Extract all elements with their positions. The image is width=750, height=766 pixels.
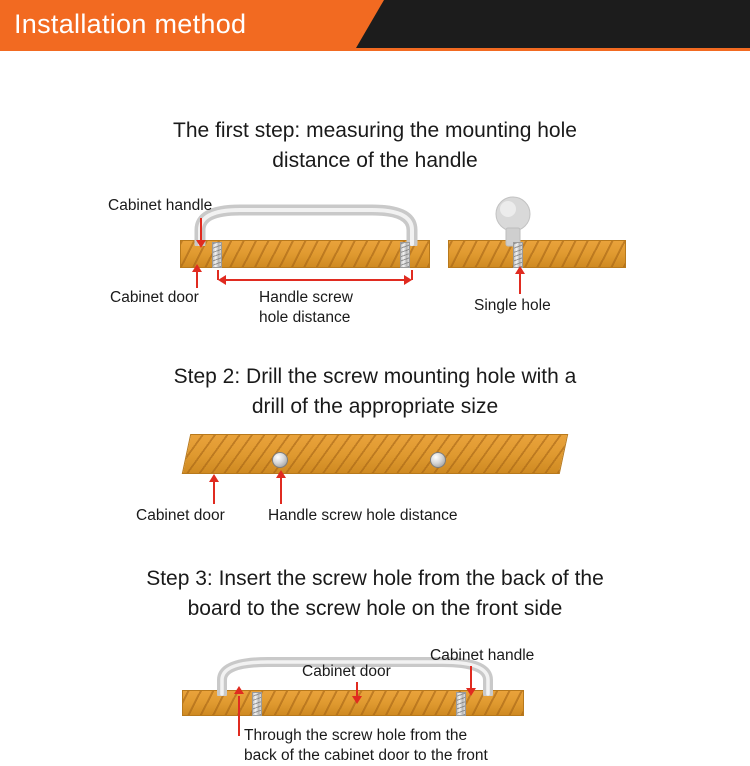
- measure-tick-left-step1: [217, 270, 219, 280]
- cabinet-door-board-step2: [182, 434, 569, 474]
- leader-single-hole: [519, 272, 521, 294]
- cabinet-door-board-step2-wrap: [182, 434, 569, 474]
- header-orange-arrow-tail: [356, 0, 384, 48]
- leader-cabinet-handle-step1: [200, 218, 202, 242]
- leader-arrow-cabinet-door-step3: [352, 696, 362, 704]
- header-banner: [0, 0, 750, 48]
- step-1-heading-line1: The first step: measuring the mounting hole: [173, 119, 577, 142]
- step-2-heading-line2: drill of the appropriate size: [251, 395, 499, 418]
- screw-right-step3: [456, 692, 466, 716]
- label-through-screw-hole-note: [244, 726, 574, 766]
- label-single-hole: Single hole: [474, 297, 551, 314]
- leader-arrow-cabinet-handle-step1: [196, 240, 206, 248]
- label-hshd-line2-step1: hole distance: [259, 309, 351, 326]
- single-hole-knob: [486, 196, 540, 248]
- leader-arrow-cabinet-door-step2: [209, 474, 219, 482]
- leader-arrow-through-note: [234, 686, 244, 694]
- leader-through-note: [238, 696, 240, 736]
- cabinet-handle-arch-step1: [188, 204, 424, 246]
- drill-hole-left-step2: [272, 452, 288, 468]
- step-3-heading-line2: board to the screw hole on the front side: [187, 597, 563, 620]
- measure-tick-right-step1: [411, 270, 413, 280]
- leader-hshd-step2: [280, 476, 282, 504]
- label-cabinet-handle-step1: Cabinet handle: [108, 197, 213, 214]
- screw-left-step3: [252, 692, 262, 716]
- screw-single-hole: [513, 242, 523, 268]
- step-3-heading: [0, 564, 750, 624]
- step-3-heading-line1: Step 3: Insert the screw hole from the back of the: [146, 567, 604, 590]
- through-note-line2: back of the cabinet door to the front: [244, 747, 488, 764]
- label-handle-screw-hole-distance-step2: Handle screw hole distance: [268, 507, 458, 524]
- step-1-heading: [0, 116, 750, 176]
- label-handle-screw-hole-distance-step1: [259, 288, 409, 328]
- through-note-line1: Through the screw hole from the: [244, 727, 468, 744]
- leader-cabinet-door-step1: [196, 270, 198, 288]
- leader-arrow-cabinet-door-step1: [192, 264, 202, 272]
- label-cabinet-door-step2: Cabinet door: [136, 507, 225, 524]
- step-2-heading: [0, 362, 750, 422]
- leader-cabinet-door-step2: [213, 480, 215, 504]
- label-cabinet-door-step1: Cabinet door: [110, 289, 199, 306]
- screw-right-step1: [400, 242, 410, 268]
- leader-arrow-cabinet-handle-step3: [466, 688, 476, 696]
- screw-left-step1: [212, 242, 222, 268]
- leader-cabinet-handle-step3: [470, 666, 472, 690]
- measure-bar-step1: [224, 279, 408, 281]
- label-cabinet-door-step3: Cabinet door: [302, 663, 391, 680]
- leader-arrow-hshd-step2: [276, 470, 286, 478]
- measure-arrow-left-step1: [218, 275, 226, 285]
- header-underline: [0, 48, 750, 51]
- label-cabinet-handle-step3: Cabinet handle: [430, 647, 535, 664]
- step-2-heading-line1: Step 2: Drill the screw mounting hole with a: [173, 365, 577, 388]
- step-1-heading-line2: distance of the handle: [272, 149, 478, 172]
- drill-hole-right-step2: [430, 452, 446, 468]
- label-hshd-line1-step1: Handle screw: [259, 289, 353, 306]
- leader-arrow-single-hole: [515, 266, 525, 274]
- page-title: Installation method: [14, 9, 247, 39]
